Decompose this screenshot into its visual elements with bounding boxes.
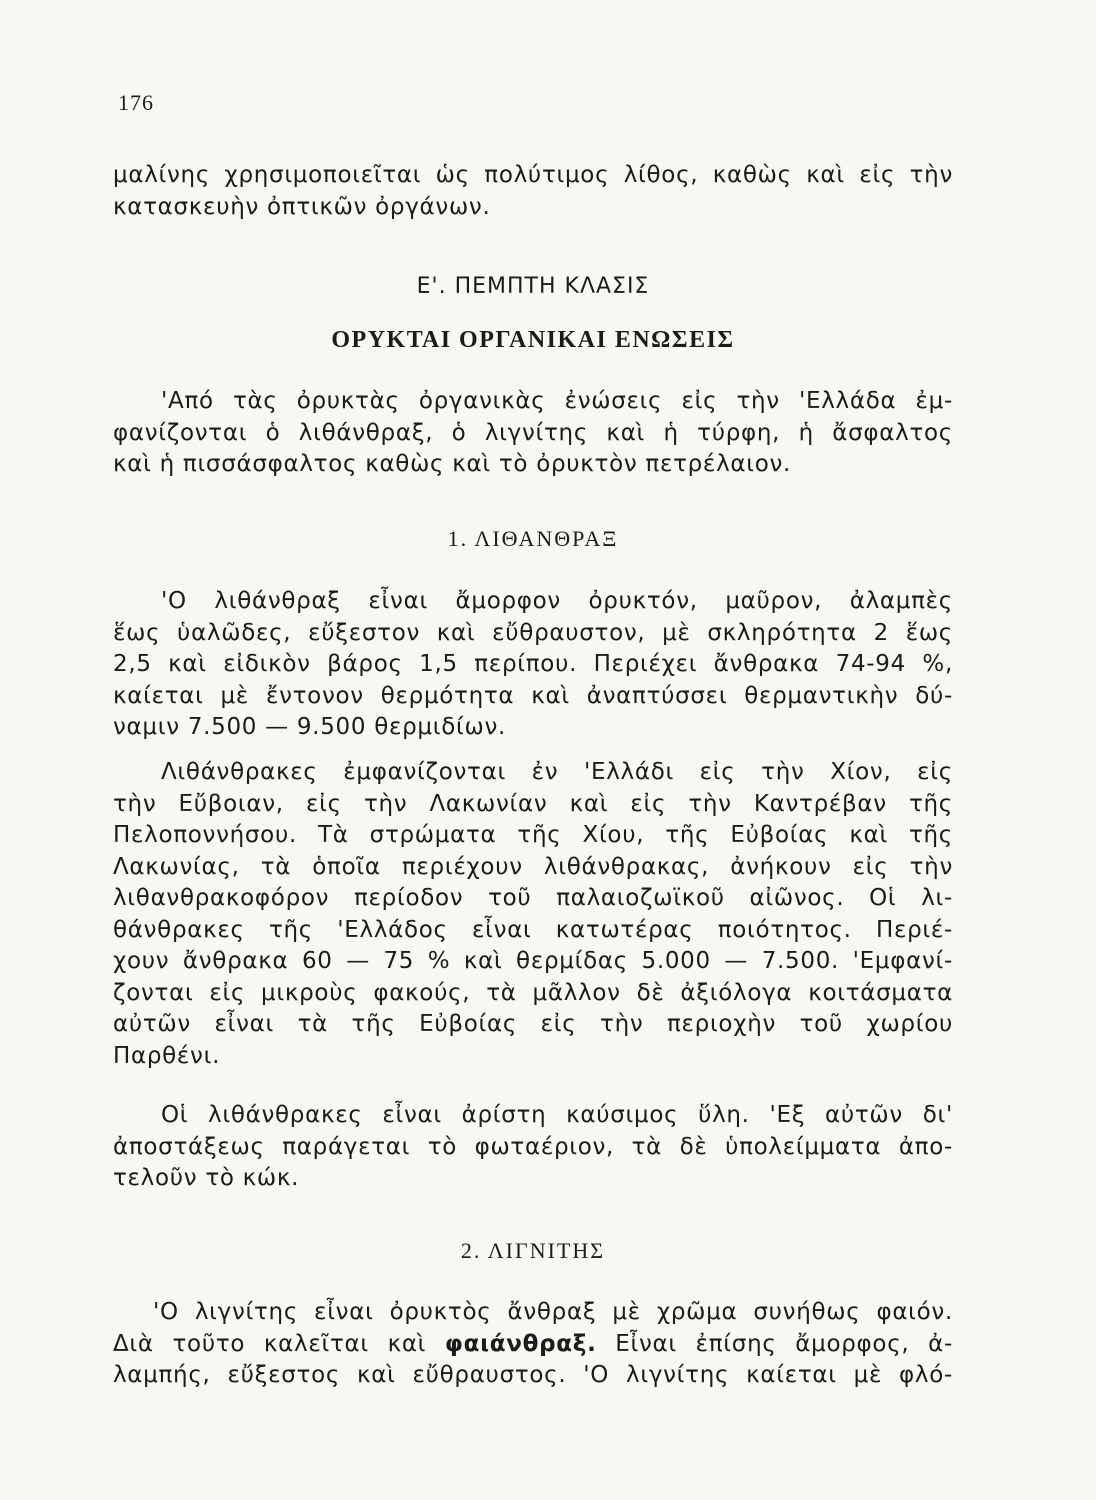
text-line: τὴν Εὔβοιαν, εἰς τὴν Λακωνίαν καὶ εἰς τὴν Καντρέβαν τῆς [113,790,953,817]
intro-paragraph [113,160,953,223]
text-line: θάνθρακες τῆς 'Ελλάδος εἶναι κατωτέρας ποιότητος. Περιέ- [113,916,953,943]
text-line: Πελοποννήσου. Τὰ στρώματα τῆς Χίου, τῆς Εὐβοίας καὶ τῆς [113,822,953,848]
text-line: αὐτῶν εἶναι τὰ τῆς Εὐβοίας εἰς τὴν περιοχὴν τοῦ χωρίου [113,1011,953,1037]
section-intro-paragraph [113,386,953,481]
text-line: φανίζονται ὁ λιθάνθραξ, ὁ λιγνίτης καὶ ἡ τύρφη, ἡ ἄσφαλτος [113,419,953,446]
text-line: κατασκευὴν ὀπτικῶν ὀργάνων. [113,193,491,220]
text-line: ἀποστάξεως παράγεται τὸ φωταέριον, τὰ δὲ ὑπολείμματα ἀπο- [113,1133,953,1160]
text-line: Λιθάνθρακες ἐμφανίζονται ἐν 'Ελλάδι εἰς τὴν Χίον, εἰς [161,759,953,785]
text-line: 2,5 καὶ εἰδικὸν βάρος 1,5 περίπου. Περιέχει ἄνθρακα 74-94 %, [113,651,953,677]
text-line: 'Από τὰς ὀρυκτὰς ὀργανικὰς ἐνώσεις εἰς τὴν 'Ελλάδα ἐμ- [161,388,953,414]
text-line: ναμιν 7.500 — 9.500 θερμιδίων. [113,714,506,740]
text-line: τελοῦν τὸ κώκ. [113,1165,300,1191]
text-line: ἕως ὑαλῶδες, εὔξεστον καὶ εὔθραυστον, μὲ σκληρότητα 2 ἕως [113,619,953,646]
text-line: μαλίνης χρησιμοποιεῖται ὡς πολύτιμος λίθος, καθὼς καὶ εἰς τὴν [113,162,953,188]
text-fragment: Διὰ τοῦτο καλεῖται καὶ [113,1330,445,1357]
subsection-heading-lithanthrax: 1. ΛΙΘΑΝΘΡΑΞ [447,526,619,551]
text-line [113,1329,953,1361]
section-title: ΟΡΥΚΤΑΙ ΟΡΓΑΝΙΚΑΙ ΕΝΩΣΕΙΣ [331,327,735,353]
text-line: 'Ο λιγνίτης εἶναι ὀρυκτὸς ἄνθραξ μὲ χρῶμα συνήθως φαιόν. [153,1299,953,1325]
text-line: καὶ ἡ πισσάσφαλτος καθὼς καὶ τὸ ὀρυκτὸν πετρέλαιον. [113,451,792,477]
text-line: Οἱ λιθάνθρακες εἶναι ἀρίστη καύσιμος ὕλη. 'Εξ αὐτῶν δι' [161,1102,953,1128]
text-line: ζονται εἰς μικροὺς φακούς, τὰ μᾶλλον δὲ ἀξιόλογα κοιτάσματα [113,979,953,1006]
text-fragment: Εἶναι ἐπίσης ἄμορφος, ἀ- [596,1330,953,1357]
text-line: λιθανθρακοφόρον περίοδον τοῦ παλαιοζωϊκοῦ αἰῶνος. Οἱ λι- [113,885,953,911]
text-line: Παρθένι. [113,1042,221,1069]
subsection-heading-lignite: 2. ΛΙΓΝΙΤΗΣ [460,1238,606,1263]
text-line: καίεται μὲ ἔντονον θερμότητα καὶ ἀναπτύσσει θερμαντικὴν δύ- [113,682,953,709]
page-number: 176 [118,90,154,115]
text-line: 'Ο λιθάνθραξ εἶναι ἄμορφον ὀρυκτόν, μαῦρον, ἀλαμπὲς [161,588,953,614]
lithanthrax-paragraph-1 [113,586,953,744]
lignite-paragraph-1 [113,1297,953,1392]
class-heading: Ε'. ΠΕΜΠΤΗ ΚΛΑΣΙΣ [416,274,650,299]
text-line: χουν ἄνθρακα 60 — 75 % καὶ θερμίδας 5.000 — 7.500. 'Εμφανί- [113,948,953,974]
lithanthrax-paragraph-2 [113,757,953,1072]
text-line: λαμπής, εὔξεστος καὶ εὔθραυστος. 'Ο λιγνίτης καίεται μὲ φλό- [113,1362,953,1388]
text-line: Λακωνίας, τὰ ὁποῖα περιέχουν λιθάνθρακας, ἀνήκουν εἰς τὴν [113,853,953,880]
lithanthrax-paragraph-3 [113,1100,953,1195]
emphasized-term: φαιάνθραξ. [444,1330,597,1357]
